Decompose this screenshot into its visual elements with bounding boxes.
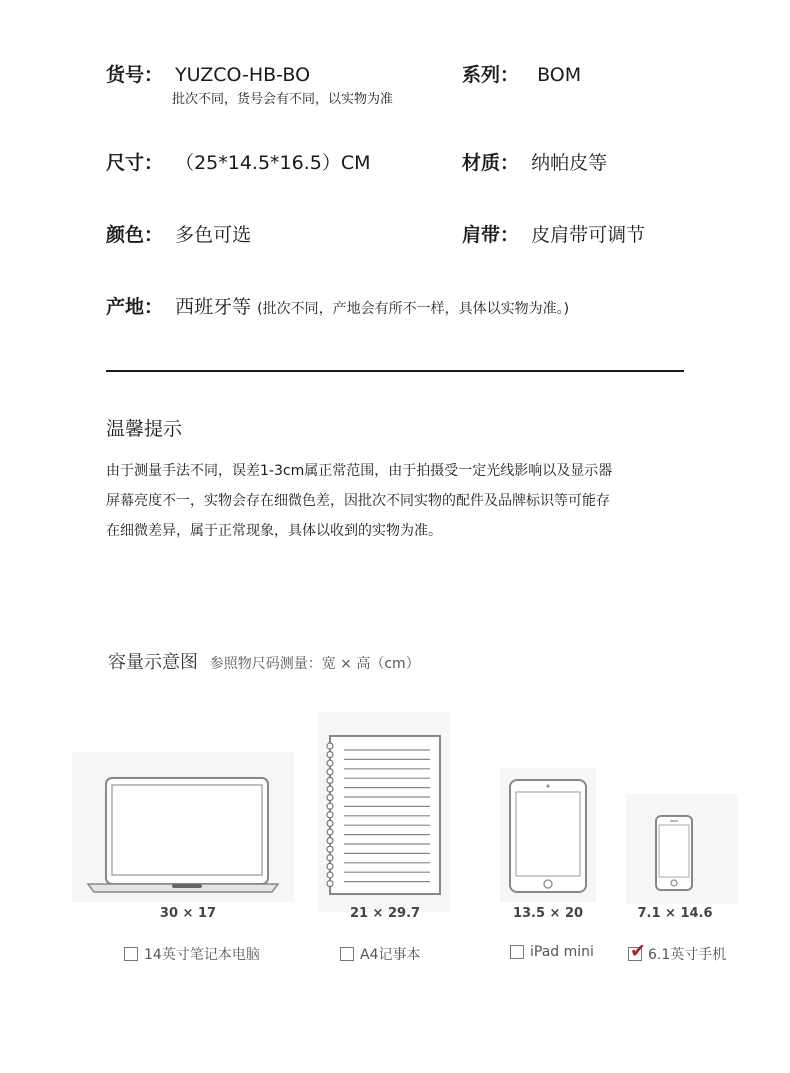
laptop-checkbox[interactable] (124, 947, 138, 961)
section-divider (106, 370, 684, 372)
notebook-label: A4记事本 (360, 947, 421, 963)
spec-strap (462, 220, 645, 247)
spec-label: 货号： (106, 64, 164, 86)
tip-line: 屏幕亮度不一，实物会存在细微色差，因批次不同实物的配件及品牌标识等可能存 (106, 493, 610, 509)
notebook-checkbox[interactable] (340, 947, 354, 961)
phone-label: 6.1英寸手机 (648, 947, 727, 963)
spec-label: 产地： (106, 296, 164, 318)
notebook-icon (318, 712, 450, 912)
phone-option[interactable] (628, 940, 727, 964)
laptop-panel (72, 752, 294, 902)
tablet-label: iPad mini (530, 944, 594, 960)
spec-item-no (106, 60, 310, 87)
spec-label: 系列： (462, 64, 520, 86)
spec-material (462, 148, 607, 175)
spec-value: BOM (537, 64, 582, 86)
notebook-dims: 21 × 29.7 (349, 906, 421, 921)
laptop-option[interactable] (124, 944, 260, 964)
spec-label: 材质： (462, 152, 520, 174)
tablet-dims: 13.5 × 20 (512, 906, 584, 921)
capacity-heading: 容量示意图 (108, 652, 198, 673)
tip-line: 由于测量手法不同，误差1-3cm属正常范围，由于拍摄受一定光线影响以及显示器 (106, 463, 613, 479)
capacity-title (108, 648, 420, 674)
laptop-icon (72, 752, 294, 902)
spec-color (106, 220, 251, 247)
spec-size (106, 148, 371, 175)
checkmark-icon: ✔ (630, 940, 646, 962)
phone-dims: 7.1 × 14.6 (637, 906, 713, 921)
tip-body (106, 456, 706, 546)
laptop-dims: 30 × 17 (159, 906, 217, 921)
spec-series (462, 60, 581, 87)
spec-value: 皮肩带可调节 (531, 224, 646, 246)
spec-label: 颜色： (106, 224, 164, 246)
tip-line: 在细微差异，属于正常现象，具体以收到的实物为准。 (106, 523, 442, 539)
tip-title: 温馨提示 (106, 418, 183, 440)
phone-panel (626, 794, 738, 904)
spec-value: 西班牙等 (175, 296, 252, 318)
spec-label: 肩带： (462, 224, 520, 246)
capacity-subtitle: 参照物尺码测量：宽 × 高（cm） (209, 656, 420, 672)
phone-icon (626, 794, 738, 904)
tablet-icon (500, 768, 596, 902)
spec-origin-note: (批次不同，产地会有所不一样，具体以实物为准。) (257, 301, 570, 317)
spec-value: （25*14.5*16.5）CM (175, 152, 371, 174)
laptop-label: 14英寸笔记本电脑 (144, 947, 260, 963)
spec-origin (106, 292, 569, 319)
tablet-checkbox[interactable] (510, 945, 524, 959)
spec-value: 多色可选 (175, 224, 252, 246)
notebook-panel (318, 712, 450, 912)
spec-value: 纳帕皮等 (531, 152, 608, 174)
tablet-option[interactable] (510, 944, 594, 960)
spec-label: 尺寸： (106, 152, 164, 174)
spec-value: YUZCO-HB-BO (175, 64, 311, 86)
tablet-panel (500, 768, 596, 902)
spec-item-no-note: 批次不同，货号会有不同，以实物为准 (172, 92, 394, 107)
phone-checkbox[interactable] (628, 940, 646, 962)
notebook-option[interactable] (340, 944, 420, 964)
